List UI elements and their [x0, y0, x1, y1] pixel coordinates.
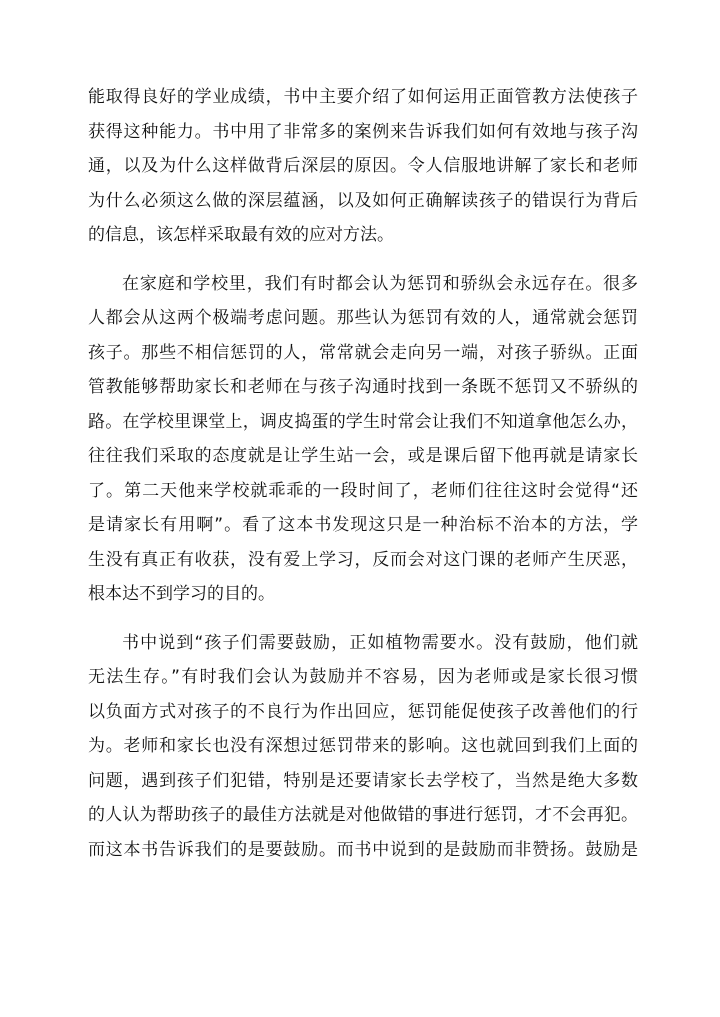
text-line: 人都会从这两个极端考虑问题。那些认为惩罚有效的人，通常就会惩罚: [88, 308, 638, 328]
text-line: 问题，遇到孩子们犯错，特别是还要请家长去学校了，当然是绝大多数: [88, 770, 638, 791]
text-line: 而这本书告诉我们的是要鼓励。而书中说到的是鼓励而非赞扬。鼓励是: [88, 839, 638, 860]
text-line: 无法生存。”有时我们会认为鼓励并不容易，因为老师或是家长很习惯: [88, 667, 638, 687]
text-line: 的人认为帮助孩子的最佳方法就是对他做错的事进行惩罚，才不会再犯。: [88, 805, 638, 825]
text-line: 获得这种能力。书中用了非常多的案例来告诉我们如何有效地与孩子沟: [88, 121, 638, 142]
text-line: 能取得良好的学业成绩，书中主要介绍了如何运用正面管教方法使孩子: [88, 87, 638, 107]
text-line: 生没有真正有收获，没有爱上学习，反而会对这门课的老师产生厌恶，: [88, 549, 638, 570]
text-line: 管教能够帮助家长和老师在与孩子沟通时找到一条既不惩罚又不骄纵的: [88, 377, 638, 397]
text-line: 根本达不到学习的目的。: [88, 584, 275, 604]
text-line: 是请家长有用啊”。看了这本书发现这只是一种治标不治本的方法，学: [88, 515, 638, 535]
text-line: 为什么必须这么做的深层蕴涵，以及如何正确解读孩子的错误行为背后: [88, 190, 638, 211]
text-line: 在家庭和学校里，我们有时都会认为惩罚和骄纵会永远存在。很多: [122, 273, 638, 294]
text-line: 以负面方式对孩子的不良行为作出回应，惩罚能促使孩子改善他们的行: [88, 701, 638, 722]
text-line: 通，以及为什么这样做背后深层的原因。令人信服地讲解了家长和老师: [88, 156, 638, 176]
document-body: [88, 80, 638, 881]
text-line: 了。第二天他来学校就乖乖的一段时间了，老师们往往这时会觉得“还: [88, 480, 638, 501]
text-line: 书中说到“孩子们需要鼓励，正如植物需要水。没有鼓励，他们就: [122, 632, 638, 653]
paragraph-2: [88, 267, 638, 612]
text-line: 孩子。那些不相信惩罚的人，常常就会走向另一端，对孩子骄纵。正面: [88, 342, 638, 363]
text-line: 往往我们采取的态度就是让学生站一会，或是课后留下他再就是请家长: [88, 446, 638, 466]
text-line: 路。在学校里课堂上，调皮捣蛋的学生时常会让我们不知道拿他怎么办，: [88, 411, 638, 432]
text-line: 为。老师和家长也没有深想过惩罚带来的影响。这也就回到我们上面的: [88, 736, 638, 756]
text-line: 的信息，该怎样采取最有效的应对方法。: [88, 225, 394, 245]
paragraph-1: [88, 80, 638, 253]
paragraph-3: [88, 626, 638, 868]
